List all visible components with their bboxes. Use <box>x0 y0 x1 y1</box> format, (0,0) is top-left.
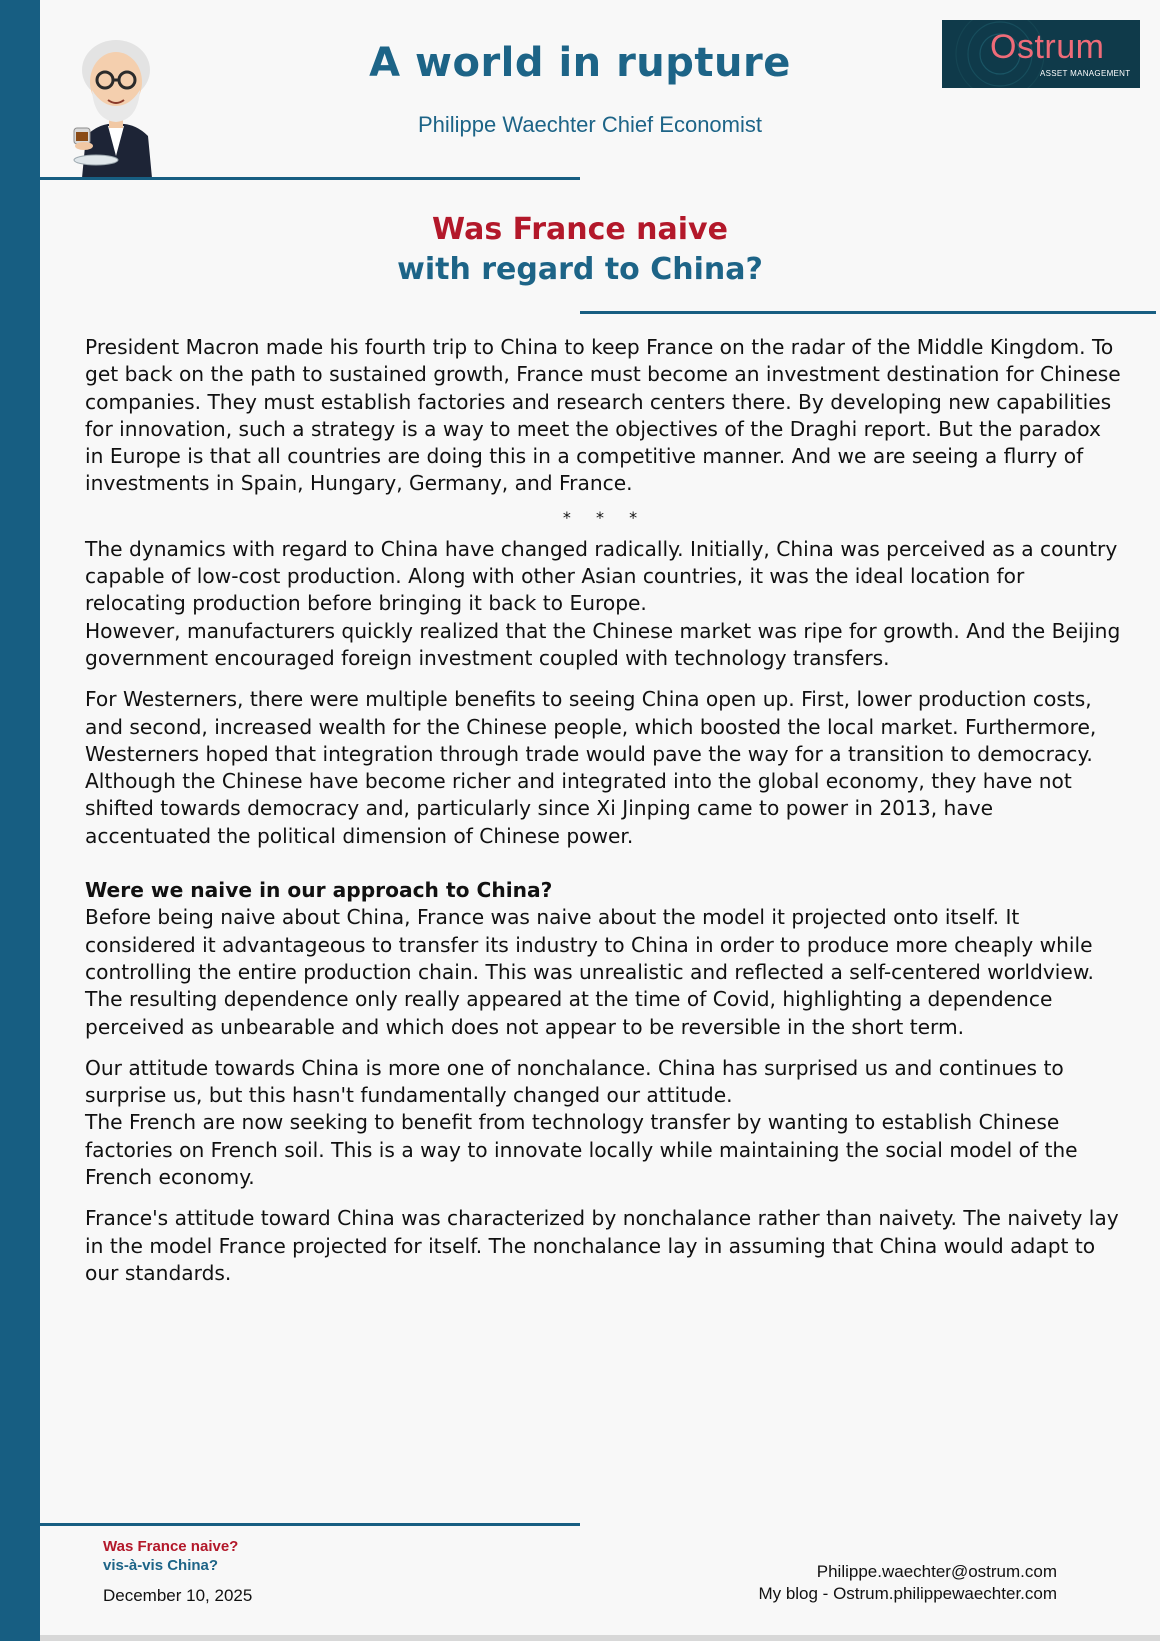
footer-date: December 10, 2025 <box>103 1586 253 1605</box>
article-title-line2: with regard to China? <box>397 252 763 287</box>
title-divider <box>580 311 1156 314</box>
footer-title-line2: vis-à-vis China? <box>103 1557 219 1574</box>
author-subtitle: Philippe Waechter Chief Economist <box>417 112 762 137</box>
section-separator: * * * <box>562 507 648 527</box>
paragraph-6: Before being naive about China, France was naive about the model it projected onto itself. It considered it advantageous to transfer its industry to China in order to produce more cheaply while controlling the entire production chain. This was unrealistic and reflected a self-centered worldview. <box>85 905 1094 984</box>
footer-title-line1: Was France naive? <box>103 1538 239 1555</box>
article-title-line1: Was France naive <box>432 212 728 247</box>
paragraph-4: For Westerners, there were multiple benefits to seeing China open up. First, lower production costs, and second, increased wealth for the Chinese people, which boosted the local market. Furthermore, Westerners hoped that integration through trade would pave the way for a transition to democracy. <box>85 687 1097 766</box>
paragraph-1: President Macron made his fourth trip to China to keep France on the radar of the Middle Kingdom. To get back on the path to sustained growth, France must become an investment destination for Chinese companies. They must establish factories and research centers there. By developing new capabilities for innovation, such a strategy is a way to meet the objectives of the Draghi report. But the paradox in Europe is that all countries are doing this in a competitive manner. And we are seeing a flurry of investments in Spain, Hungary, Germany, and France. <box>85 335 1121 496</box>
article-body <box>85 334 1125 1287</box>
footer-email-link[interactable]: Philippe.waechter@ostrum.com <box>816 1562 1057 1581</box>
section-heading: Were we naive in our approach to China? <box>85 878 553 903</box>
paragraph-5: Although the Chinese have become richer and integrated into the global economy, they have not shifted towards democracy and, particularly since Xi Jinping came to power in 2013, have accentuated the political dimension of Chinese power. <box>85 769 1072 848</box>
paragraph-9: The French are now seeking to benefit from technology transfer by wanting to establish Chinese factories on French soil. This is a way to innovate locally while maintaining the social model of the French economy. <box>85 1110 1078 1190</box>
economist-avatar-icon <box>60 28 172 178</box>
ostrum-logo <box>942 20 1140 88</box>
footer-divider <box>40 1523 580 1526</box>
side-accent-bar <box>0 0 40 1641</box>
paragraph-8: Our attitude towards China is more one of nonchalance. China has surprised us and continues to surprise us, but this hasn't fundamentally changed our attitude. <box>85 1055 1064 1108</box>
paragraph-7: The resulting dependence only really appeared at the time of Covid, highlighting a dependence perceived as unbearable and which does not appear to be reversible in the short term. <box>85 987 1053 1039</box>
logo-wordmark: Ostrum <box>990 28 1105 66</box>
bottom-strip <box>40 1635 1160 1641</box>
header-divider <box>40 177 580 180</box>
paragraph-2: The dynamics with regard to China have changed radically. Initially, China was perceived as a country capable of low-cost production. Along with other Asian countries, it was the ideal location for relocating production before bringing it back to Europe. <box>85 536 1118 616</box>
footer-blog-link[interactable]: My blog - Ostrum.philippewaechter.com <box>758 1584 1057 1603</box>
series-title: A world in rupture <box>369 40 791 86</box>
paragraph-10: France's attitude toward China was characterized by nonchalance rather than naivety. The naivety lay in the model France projected for itself. The nonchalance lay in assuming that China would adapt to our standards. <box>85 1206 1119 1285</box>
article-title <box>40 210 1120 290</box>
logo-tagline: ASSET MANAGEMENT <box>1040 69 1131 78</box>
paragraph-3: However, manufacturers quickly realized that the Chinese market was ripe for growth. And the Beijing government encouraged foreign investment coupled with technology transfers. <box>85 618 1121 670</box>
